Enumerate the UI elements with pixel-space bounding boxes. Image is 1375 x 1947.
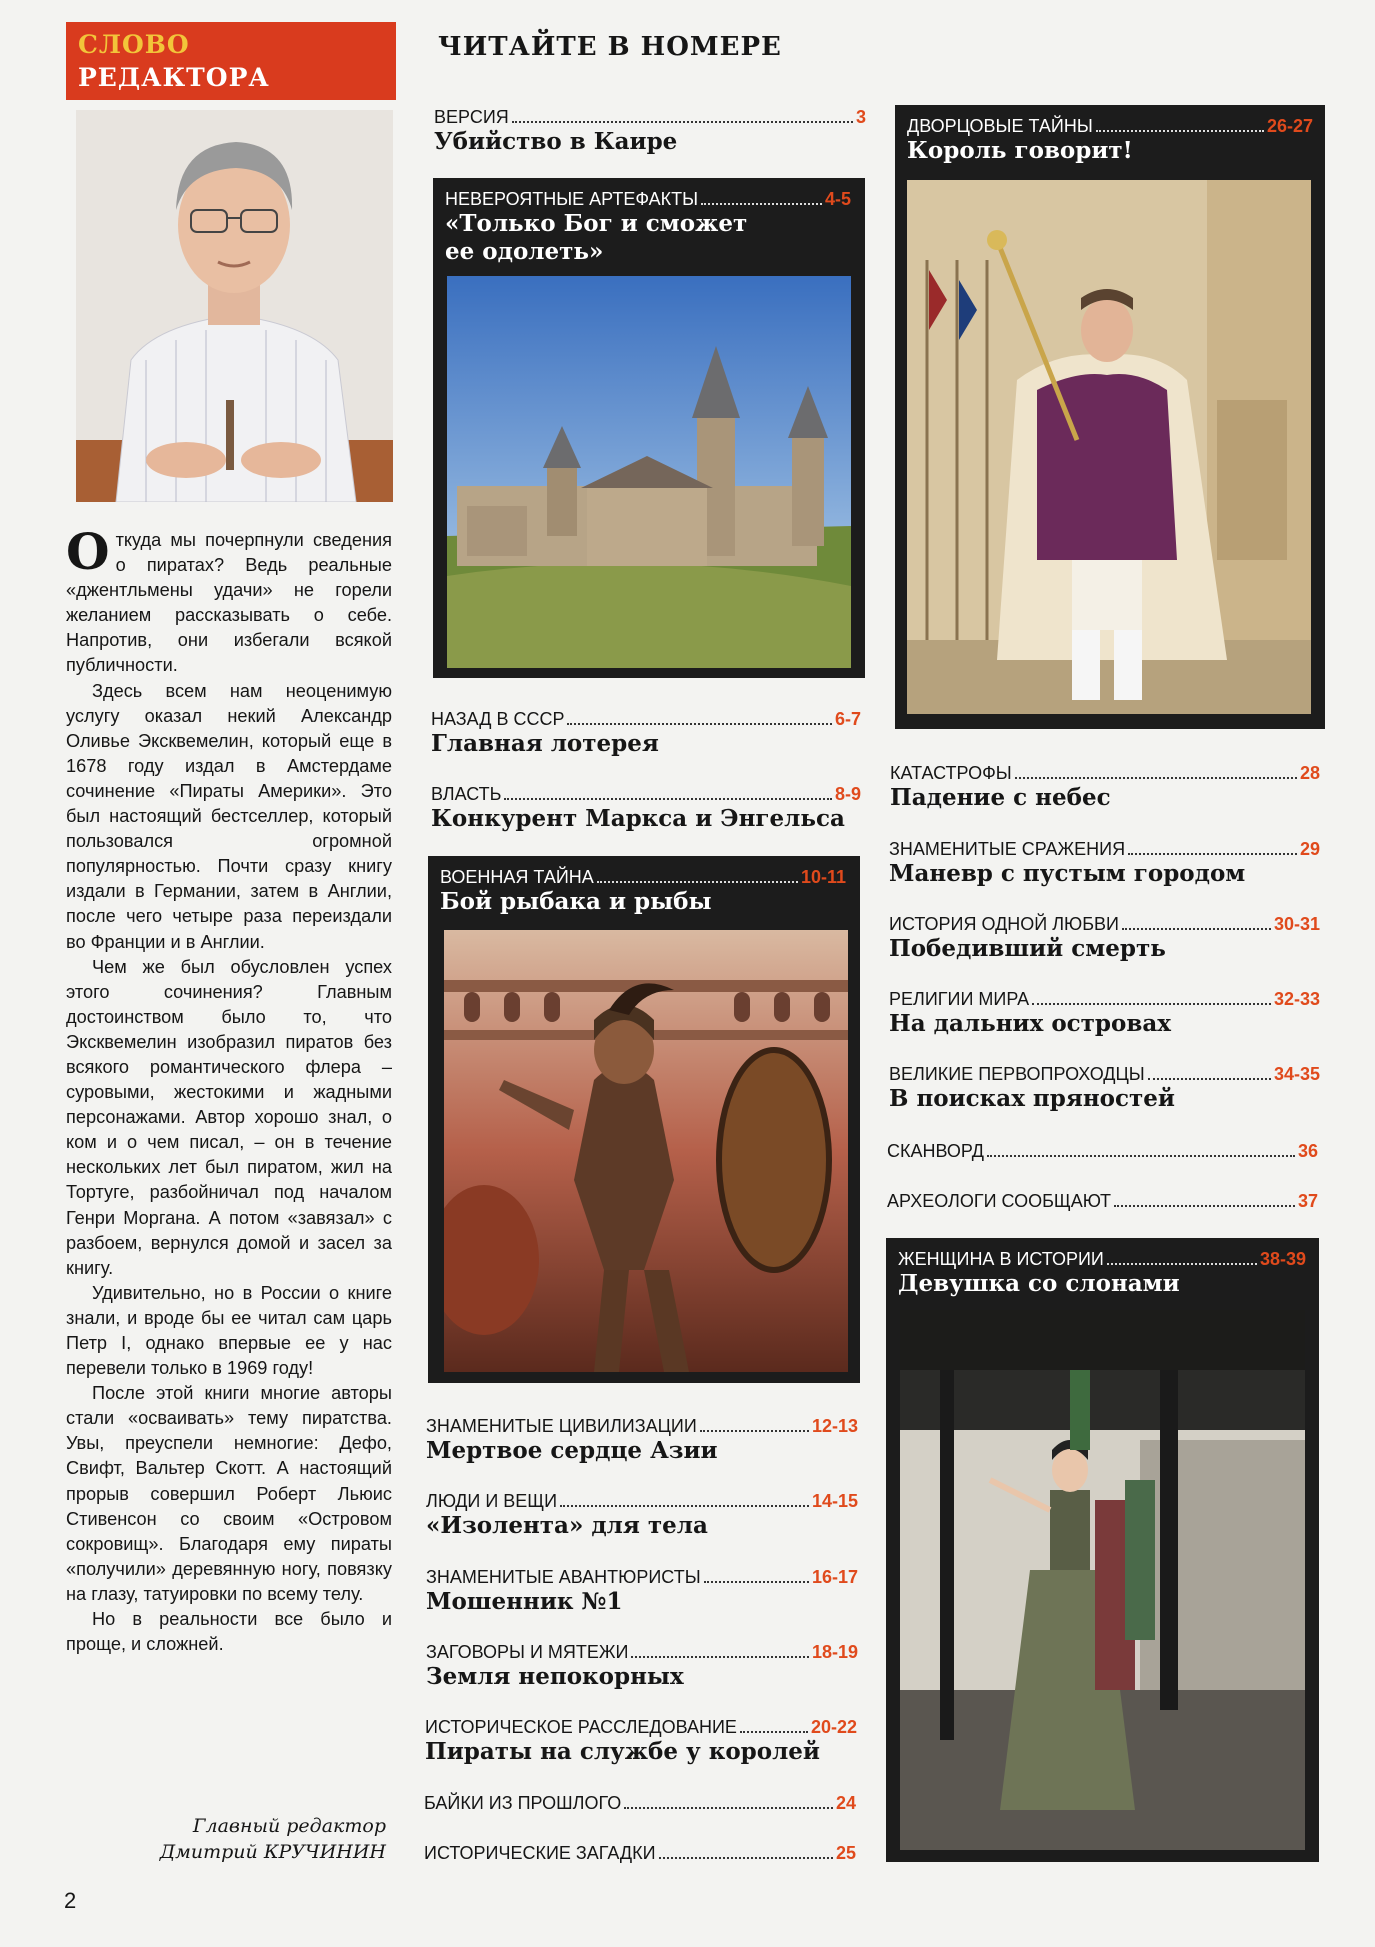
editor-paragraph-1: Откуда мы почерпнули сведения о пиратах? Ведь реальные «джентльмены удачи» не горели желанием рассказывать о себе. Напротив, они избегали всякой публичности. [66,522,392,676]
editor-header-line1: СЛОВО [78,30,190,59]
editor-dropcap: О [66,522,110,581]
editor-signature [66,1813,386,1865]
page-number: 2 [64,1888,77,1913]
toc-feature-box[interactable]: ЖЕНЩИНА В ИСТОРИИ 38-39 Девушка со слонами [886,1238,1319,1862]
toc-entry[interactable]: ВЕРСИЯ 3 Убийство в Каире [434,107,866,155]
toc-entry[interactable]: НАЗАД В СССР 6-7 Главная лотерея [431,709,861,757]
editor-text [66,522,392,1657]
editor-portrait-illustration [76,110,393,502]
toc-entry[interactable]: АРХЕОЛОГИ СООБЩАЮТ 37 [887,1191,1318,1211]
toc-entry[interactable]: ЗНАМЕНИТЫЕ АВАНТЮРИСТЫ 16-17 Мошенник №1 [426,1567,858,1615]
toc-entry[interactable]: БАЙКИ ИЗ ПРОШЛОГО 24 [424,1793,856,1813]
toc-entry[interactable]: ИСТОРИЧЕСКОЕ РАССЛЕДОВАНИЕ 20-22 Пираты на службе у королей [425,1717,857,1765]
woman-photo [900,1310,1305,1850]
toc-entry[interactable]: РЕЛИГИИ МИРА 32-33 На дальних островах [889,989,1320,1037]
editor-paragraph-3: Чем же был обусловлен успех этого сочинения? Главным достоинством было то, что Эксквемелин изобразил пиратов без всякого романтического флера – суровыми, жестокими и жадными персонажами. Автор хорошо знал, о ком и о чем писал, – он в течение нескольких лет был пиратом, жил на Тортуге, разбойничал под началом Генри Моргана. А потом «завязал» с разбоем, вернулся домой и засел за книгу. [66,956,392,1278]
editor-paragraph-5: После этой книги многие авторы стали «осваивать» тему пиратства. Увы, преуспели немногие: Дефо, Свифт, Вальтер Скотт. А настоящий прорыв совершил Роберт Льюис Стивенсон со своим «Островом сокровищ». Благодаря ему пираты «получили» деревянную ногу, повязку на глазу, татуировки по всему телу. [66,1383,392,1604]
toc-entry[interactable]: СКАНВОРД 36 [887,1141,1318,1161]
contents-title: ЧИТАЙТЕ В НОМЕРЕ [438,32,782,62]
toc-entry[interactable]: ЗАГОВОРЫ И МЯТЕЖИ 18-19 Земля непокорных [426,1642,858,1690]
editor-paragraph-2: Здесь всем нам неоценимую услугу оказал некий Александр Оливье Эксквемелин, который еще в 1678 году издал в Амстердаме сочинение «Пираты Америки». Это был настоящий бестселлер, который пользовался огромной популярностью. Почти сразу книгу издали в Германии, затем в Англии, после чего четыре раза переиздали во Франции и в Англии. [66,680,392,952]
gladiator-illustration [444,930,848,1372]
editor-paragraph-6: Но в реальности все было и проще, и сложней. [66,1609,392,1655]
toc-entry[interactable]: ЛЮДИ И ВЕЩИ 14-15 «Изолента» для тела [426,1491,858,1539]
editor-photo [76,110,393,502]
toc-feature-box[interactable]: ВОЕННАЯ ТАЙНА 10-11 Бой рыбака и рыбы [428,856,860,1383]
toc-entry[interactable]: ВЛАСТЬ 8-9 Конкурент Маркса и Энгельса [431,784,861,832]
toc-entry[interactable]: ИСТОРИЧЕСКИЕ ЗАГАДКИ 25 [424,1843,856,1863]
toc-feature-box[interactable]: ДВОРЦОВЫЕ ТАЙНЫ 26-27 Король говорит! [895,105,1325,729]
editor-paragraph-4: Удивительно, но в России о книге знали, и вроде бы ее читал сам царь Петр I, однако впервые ее у нас перевели только в 1969 году! [66,1282,392,1379]
editor-header-line2: РЕДАКТОРА [78,63,270,92]
toc-entry[interactable]: КАТАСТРОФЫ 28 Падение с небес [890,763,1320,811]
toc-entry[interactable]: ИСТОРИЯ ОДНОЙ ЛЮБВИ 30-31 Победивший смерть [889,914,1320,962]
toc-feature-box[interactable]: НЕВЕРОЯТНЫЕ АРТЕФАКТЫ 4-5 «Только Бог и сможет ее одолеть» [433,178,865,678]
editor-name: Дмитрий КРУЧИНИН [159,1841,386,1863]
toc-entry[interactable]: ВЕЛИКИЕ ПЕРВОПРОХОДЦЫ 34-35 В поисках пряностей [889,1064,1320,1112]
toc-entry[interactable]: ЗНАМЕНИТЫЕ СРАЖЕНИЯ 29 Маневр с пустым городом [889,839,1320,887]
toc-entry[interactable]: ЗНАМЕНИТЫЕ ЦИВИЛИЗАЦИИ 12-13 Мертвое сердце Азии [426,1416,858,1464]
editor-header [66,22,396,100]
king-portrait [907,180,1311,714]
editor-role: Главный редактор [192,1815,386,1837]
castle-photo [447,276,851,668]
